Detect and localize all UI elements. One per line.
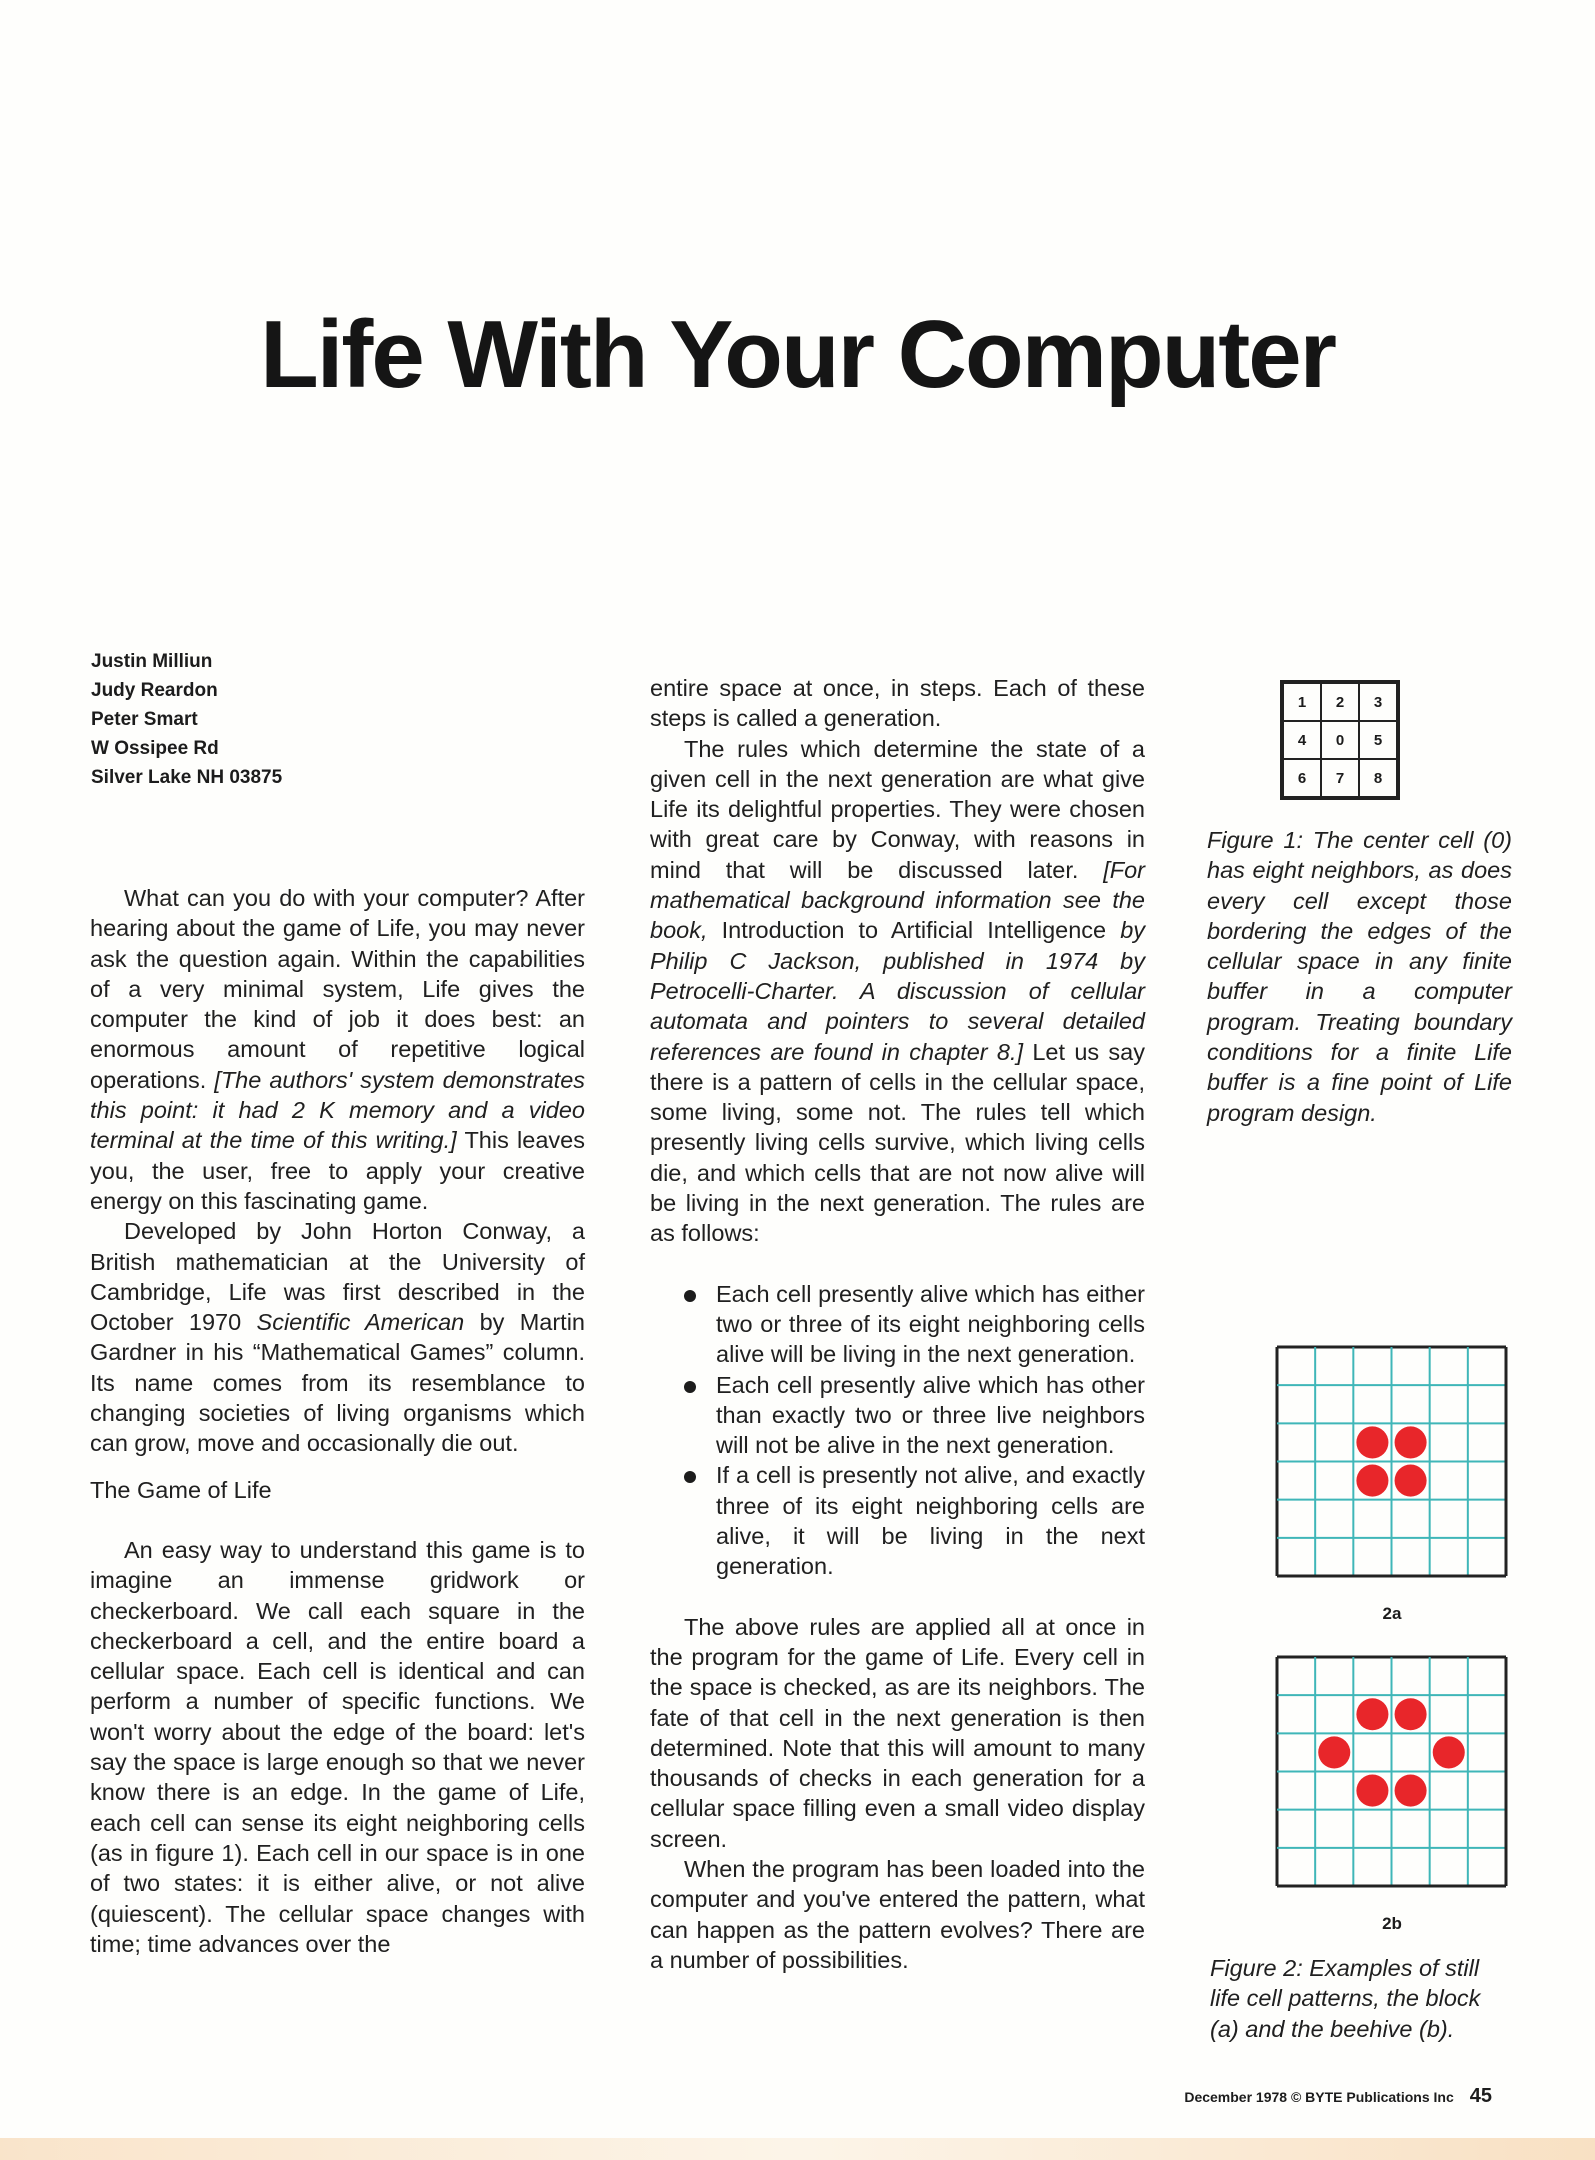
- live-cell: [1395, 1426, 1427, 1458]
- journal-name: Scientific American: [256, 1309, 465, 1336]
- section-heading: The Game of Life: [90, 1476, 272, 1503]
- figure-1-neighbor-grid: [1280, 680, 1400, 800]
- column-middle: [650, 673, 1145, 1975]
- address-line: Silver Lake NH 03875: [91, 767, 283, 788]
- list-item: Each cell presently alive which has other than exactly two or three live neighbors will not be alive in the next generation.: [716, 1370, 1145, 1461]
- text: by Martin Gardner in his “Mathematical Games” column. Its name comes from its resemblance to changing societies of living organisms which can grow, move and occasionally die out.: [90, 1309, 586, 1457]
- live-cell: [1356, 1465, 1388, 1497]
- figure-2-caption: Figure 2: Examples of still life cell patterns, the block (a) and the beehive (b).: [1210, 1955, 1481, 2042]
- grid-cell: 2: [1321, 683, 1359, 721]
- author-line: Justin Milliun: [91, 651, 213, 672]
- figure-2a-block-grid: [1275, 1345, 1508, 1578]
- publication-credit: December 1978 © BYTE Publications Inc: [1184, 2089, 1454, 2105]
- grid-cell: 8: [1359, 759, 1397, 797]
- live-cell: [1395, 1465, 1427, 1497]
- grid-cell: 1: [1283, 683, 1321, 721]
- page-footer: [1184, 2085, 1492, 2108]
- list-item: Each cell presently alive which has either two or three of its eight neighboring cells alive will be living in the next generation.: [716, 1279, 1145, 1370]
- book-title: Introduction to Artificial Intelligence: [721, 917, 1107, 944]
- paragraph: The above rules are applied all at once in the program for the game of Life. Every cell in the space is checked, as are its neighbors. The fate of that cell in the next generation is then determined. Note that this will amount to many thousands of checks in each generation for a cellular space filling even a small video display screen.: [650, 1613, 1145, 1852]
- paragraph: entire space at once, in steps. Each of these steps is called a generation.: [650, 675, 1145, 732]
- paragraph: [650, 734, 1145, 1249]
- article-title: Life With Your Computer: [260, 301, 1335, 408]
- author-line: Judy Reardon: [91, 680, 218, 701]
- text: What can you do with your computer? After hearing about the game of Life, you may never ask the question again. Within the capabilities of a very minimal system, Life gives the computer the kind of job it does best: an enormous amount of repetitive logical operations.: [90, 885, 585, 1093]
- grid-cell: 7: [1321, 759, 1359, 797]
- paragraph: An easy way to understand this game is to imagine an immense gridwork or checkerboard. We call each square in the checkerboard a cell, and the entire board a cellular space. Each cell is identical and can perform a number of specific functions. We won't worry about the edge of the board: let's say the space is large enough so that we never know there is an edge. In the game of Life, each cell can sense its eight neighboring cells (as in figure 1). Each cell in our space is in one of two states: it is either alive, or not alive (quiescent). The cellular space changes with time; time advances over the: [90, 1536, 585, 1957]
- live-cell: [1395, 1775, 1427, 1807]
- figure-2b-beehive-grid: [1275, 1655, 1508, 1888]
- address-line: W Ossipee Rd: [91, 738, 219, 759]
- paragraph: When the program has been loaded into the computer and you've entered the pattern, what can happen as the pattern evolves? There are a number of possibilities.: [650, 1855, 1145, 1973]
- page-number: 45: [1469, 2085, 1492, 2107]
- grid-cell: 5: [1359, 721, 1397, 759]
- column-left: [90, 883, 585, 1959]
- figure-1-caption: Figure 1: The center cell (0) has eight neighbors, as does every cell except those bordering the edges of the cellular space in any finite buffer in a computer program. Treating boundary conditions for a finite Life buffer is a fine point of Life program design.: [1207, 827, 1512, 1126]
- grid-cell: 4: [1283, 721, 1321, 759]
- text: Developed by John Horton Conway, a British mathematician at the University of Cambridge, Life was first described in the October 1970: [90, 1218, 585, 1336]
- editor-note: [For mathematical background information see the book,: [650, 856, 1145, 944]
- paragraph: [90, 1216, 585, 1458]
- live-cell: [1318, 1736, 1350, 1768]
- text: Let us say there is a pattern of cells in the cellular space, some living, some not. The rules tell which presently living cells survive, which living cells die, and which cells that are not now alive will be living in the next generation. The rules are as follows:: [650, 1038, 1145, 1247]
- grid-cell: 6: [1283, 759, 1321, 797]
- live-cell: [1356, 1775, 1388, 1807]
- live-cell: [1433, 1736, 1465, 1768]
- text: The rules which determine the state of a given cell in the next generation are what give Life its delightful properties. They were chosen with great care by Conway, with reasons in mind that will be discussed later.: [650, 735, 1145, 883]
- editor-note: [The authors' system demonstrates this point: it had 2 K memory and a video terminal at the time of this writing.]: [90, 1066, 586, 1154]
- text: This leaves you, the user, free to apply your creative energy on this fascinating game.: [90, 1127, 585, 1214]
- grid-cell: 3: [1359, 683, 1397, 721]
- author-block: [91, 647, 282, 792]
- list-item: If a cell is presently not alive, and exactly three of its eight neighboring cells are alive, it will be living in the next generation.: [716, 1460, 1145, 1581]
- paper-stain: [0, 2138, 1595, 2160]
- author-line: Peter Smart: [91, 709, 198, 730]
- live-cell: [1356, 1426, 1388, 1458]
- rules-list: [650, 1279, 1145, 1582]
- live-cell: [1395, 1698, 1427, 1730]
- live-cell: [1356, 1698, 1388, 1730]
- figure-2b-label: 2b: [1382, 1914, 1402, 1933]
- grid-cell: 0: [1321, 721, 1359, 759]
- editor-note: by Philip C Jackson, published in 1974 by Petrocelli-Charter. A discussion of cellular automata and pointers to several detailed references are found in chapter 8.]: [650, 917, 1146, 1065]
- paragraph: [90, 883, 585, 1216]
- figure-2a-label: 2a: [1382, 1604, 1402, 1623]
